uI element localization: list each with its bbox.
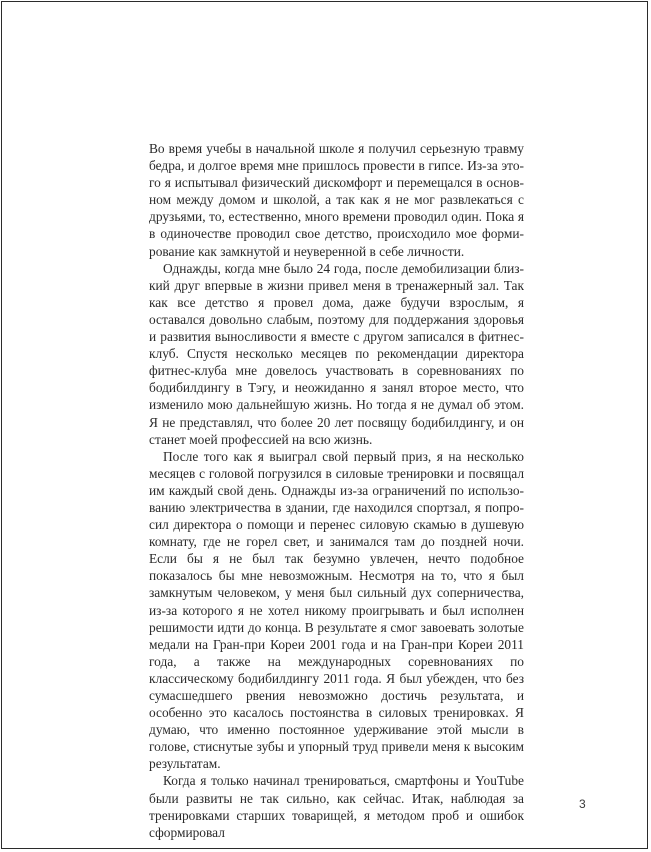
body-text (149, 140, 524, 841)
book-page (1, 1, 648, 849)
paragraph-1: Во время учебы в начальной школе я получил серьезную травму бедра, и долгое время мне пришлось провести в гипсе. Из-за этого я испытывал физический дискомфорт и перемещался в основном между домом и школой, а так как я не мог развлекаться с друзьями, то, естественно, много времени проводил один. Пока я в одиночестве проводил свое детство, происходило мое формирование как замкнутой и неуверенной в себе личности. (149, 141, 524, 259)
paragraph-3: После того как я выиграл свой первый приз, я на несколько месяцев с головой погрузился в силовые тренировки и посвящал им каждый свой день. Однажды из-за ограничений по использованию электричества в здании, где находился спортзал, я попросил директора о помощи и перенес силовую скамью в душевую комнату, где не горел свет, и занимался там до поздней ночи. Если бы я не был так безумно увлечен, нечто подобное показалось бы мне невозможным. Несмотря на то, что я был замкнутым человеком, у меня был сильный дух соперничества, из-за которого я не хотел никому проигрывать и был исполнен решимости идти до конца. В результате я смог завоевать золотые медали на Гран-при Кореи 2001 года и на Гран-при Кореи 2011 года, а также на международных соревнованиях по классическому бодибилдингу 2011 года. Я был убежден, что без сумасшедшего рвения невозможно достичь результата, и особенно это касалось постоянства в силовых тренировках. Я думаю, что именно постоянное удерживание этой мысли в голове, стиснутые зубы и упорный труд привели меня к высоким результатам. (149, 448, 524, 772)
paragraph-2: Однажды, когда мне было 24 года, после демобилизации близкий друг впервые в жизни привел меня в тренажерный зал. Так как все детство я провел дома, даже будучи взрослым, я оставался довольно слабым, поэтому для поддержания здоровья и развития выносливости я вместе с другом записался в фитнес-клуб. Спустя несколько месяцев по рекомендации директора фитнес-клуба мне довелось участвовать в соревнованиях по бодибилдингу в Тэгу, и неожиданно я занял второе место, что изменило мою дальнейшую жизнь. Но тогда я не думал об этом. Я не представлял, что более 20 лет посвящу бодибилдингу, и он станет моей профессией на всю жизнь. (149, 260, 524, 447)
paragraph-4: Когда я только начинал тренироваться, смартфоны и YouTube были развиты не так сильно, как сейчас. Итак, наблюдая за тренировками старших товарищей, я методом проб и ошибок сформировал (149, 773, 524, 840)
page-number: 3 (579, 797, 586, 811)
